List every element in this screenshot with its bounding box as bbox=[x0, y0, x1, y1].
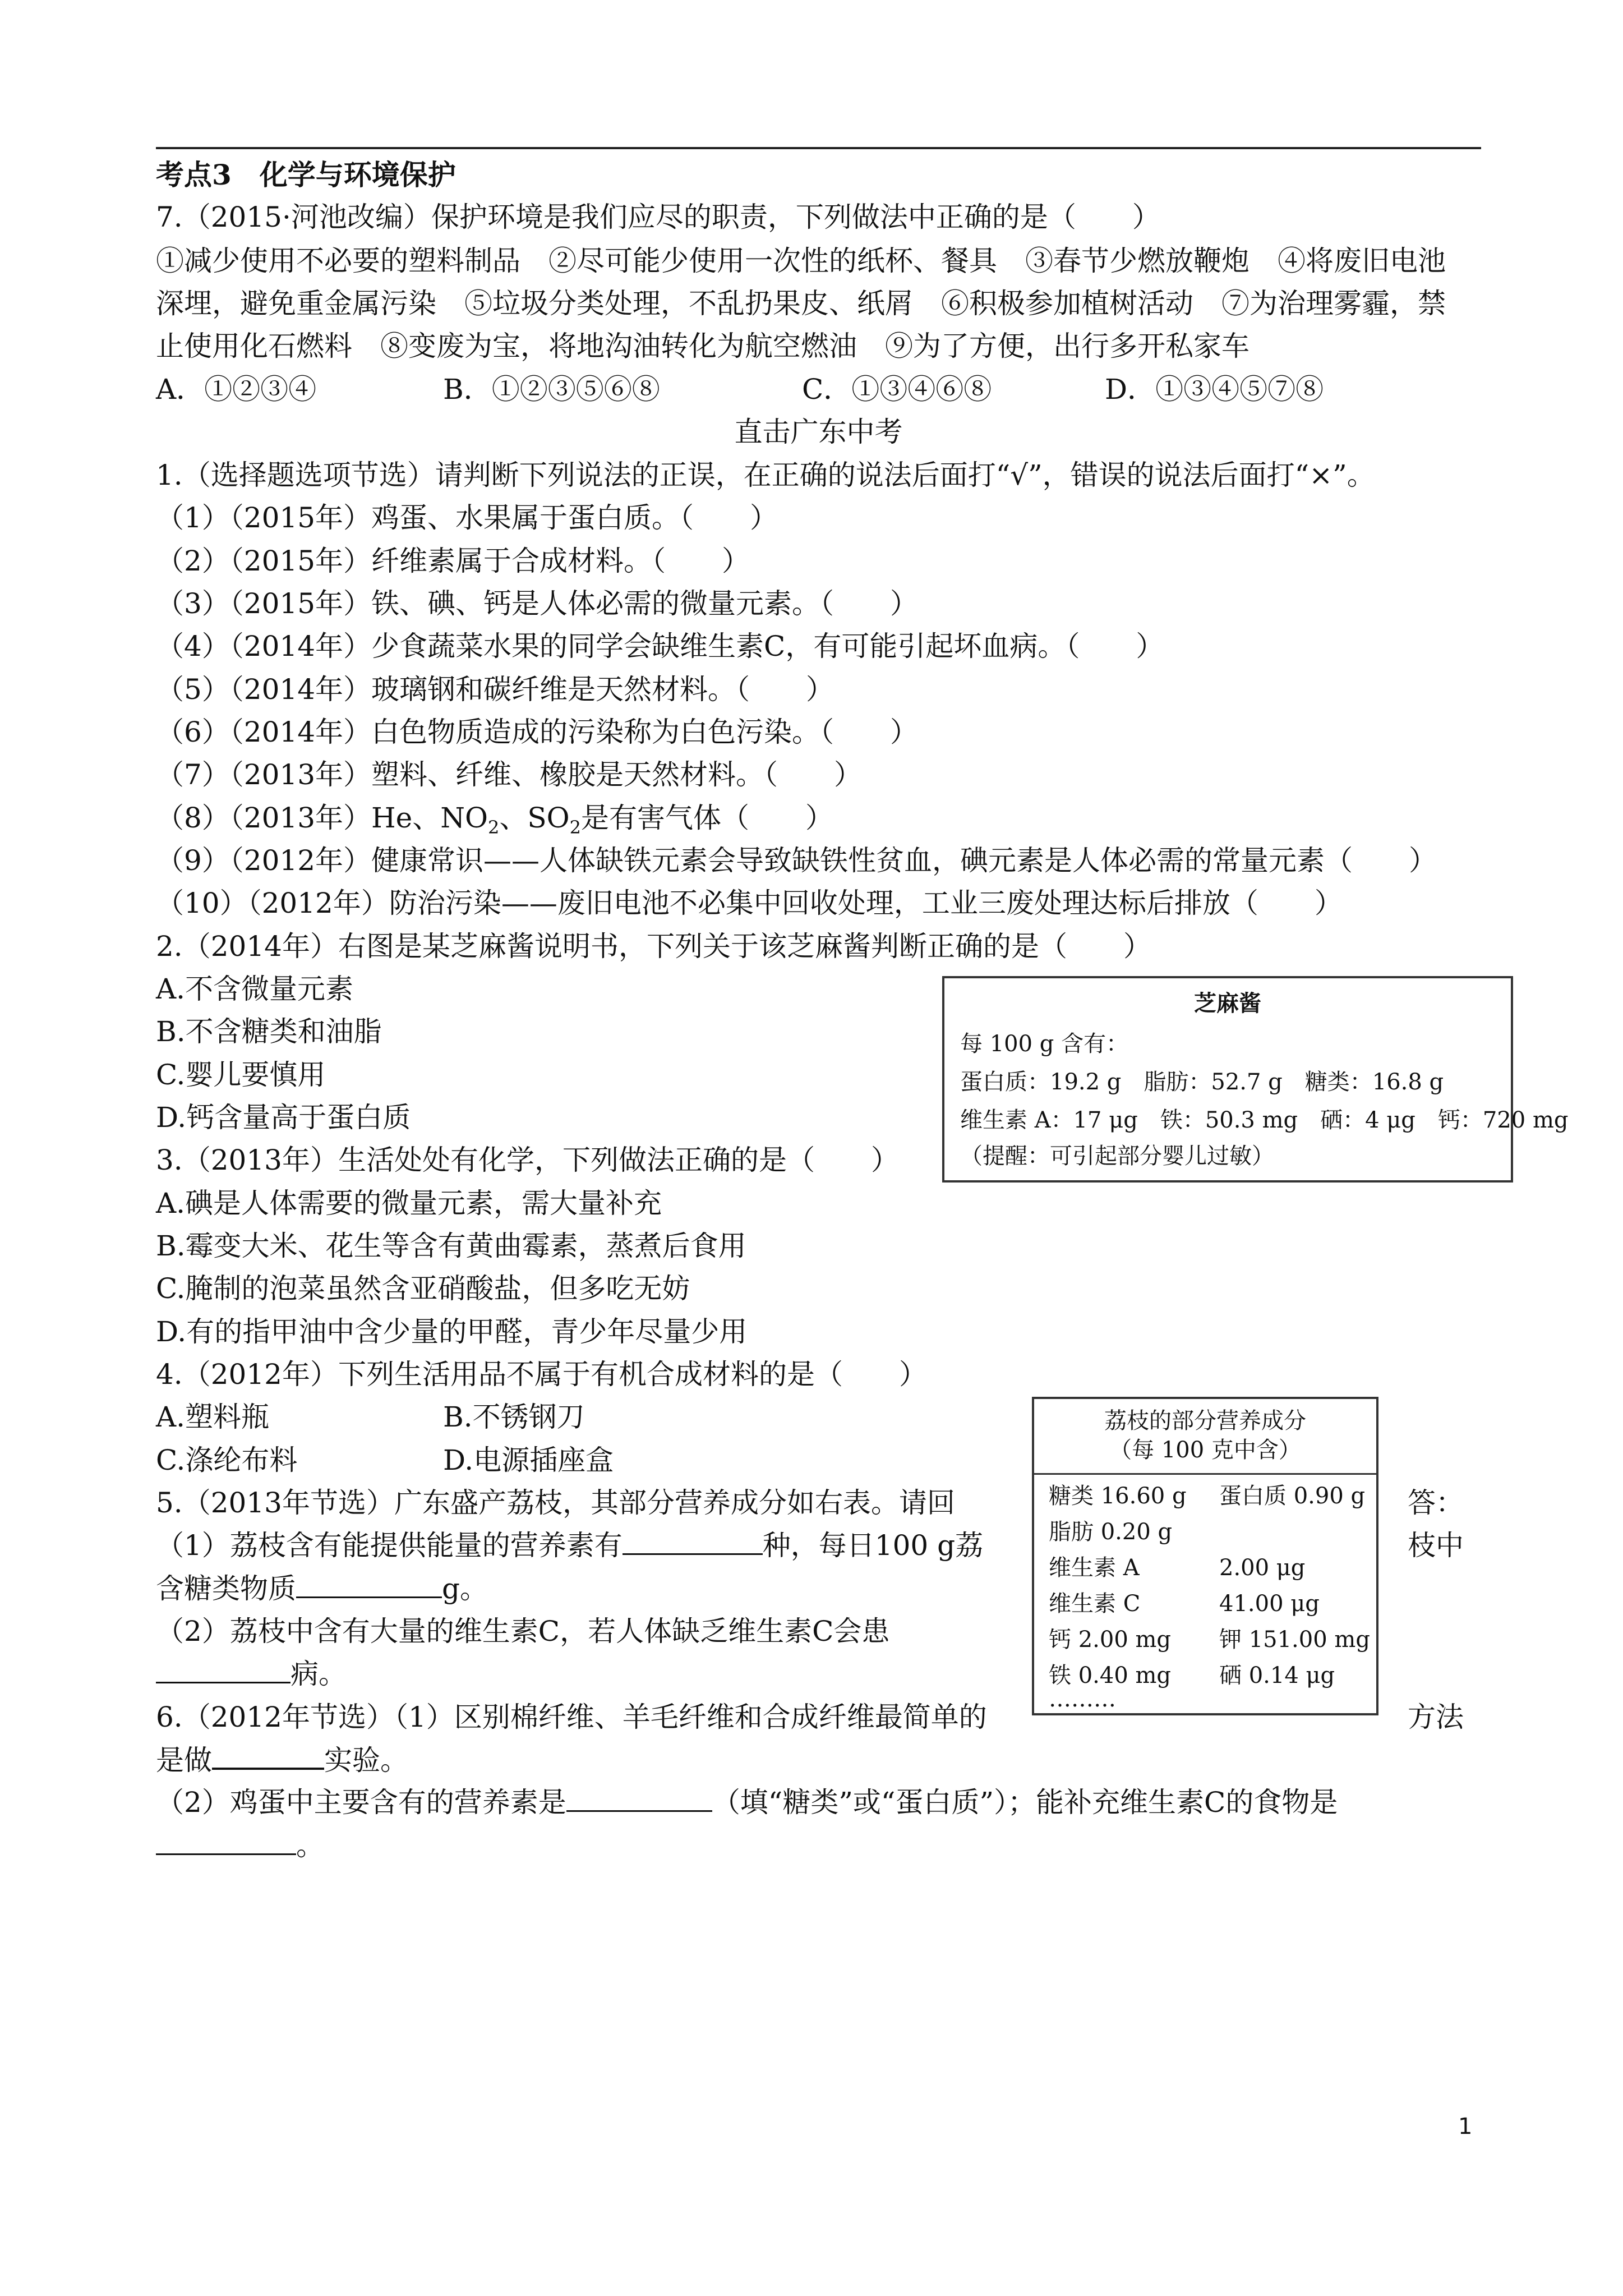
q5-blank-nutrient-count[interactable] bbox=[623, 1529, 763, 1555]
lychee-cell: 2.00 μg bbox=[1219, 1555, 1306, 1581]
lychee-cell: 维生素 A bbox=[1049, 1555, 1140, 1581]
q4-option-a: A.塑料瓶 bbox=[156, 1401, 270, 1433]
q5-part1-line1-end: 枝中 bbox=[1408, 1529, 1464, 1562]
q3-option-a: A.碘是人体需要的微量元素，需大量补充 bbox=[156, 1187, 662, 1220]
q7-line1: ①减少使用不必要的塑料制品 ②尽可能少使用一次性的纸杯、餐具 ③春节少燃放鞭炮 ④将废旧电池 bbox=[156, 245, 1446, 277]
sesame-label-row1: 蛋白质：19.2 g 脂肪：52.7 g 糖类：16.8 g bbox=[960, 1069, 1444, 1095]
q5-blank-sugar-mass[interactable] bbox=[296, 1572, 442, 1598]
q6-blank-vitamin-food[interactable] bbox=[156, 1829, 296, 1855]
sesame-label-per: 每 100 g 含有： bbox=[960, 1031, 1129, 1057]
q4-option-d: D.电源插座盒 bbox=[443, 1444, 614, 1476]
q5-part2-line1: （2）荔枝中含有大量的维生素C，若人体缺乏维生素C会患 bbox=[156, 1615, 890, 1648]
q1-item-2: （2）（2015年）纤维素属于合成材料。（ ） bbox=[156, 545, 750, 577]
q2-option-c: C.婴儿要慎用 bbox=[156, 1059, 326, 1091]
lychee-table-subtitle: （每 100 克中含） bbox=[1109, 1437, 1301, 1463]
q6-blank-experiment[interactable] bbox=[212, 1743, 324, 1770]
lychee-table-title: 荔枝的部分营养成分 bbox=[1104, 1408, 1306, 1434]
q3-option-d: D.有的指甲油中含少量的甲醛，青少年尽量少用 bbox=[156, 1315, 748, 1348]
lychee-cell: 钙 2.00 mg bbox=[1049, 1627, 1172, 1653]
q1-item-9: （9）（2012年）健康常识——人体缺铁元素会导致缺铁性贫血，碘元素是人体必需的常量元素（ ） bbox=[156, 844, 1437, 877]
q7-stem: 7.（2015·河池改编）保护环境是我们应尽的职责，下列做法中正确的是（ ） bbox=[156, 201, 1160, 233]
lychee-cell: 41.00 μg bbox=[1219, 1591, 1320, 1617]
q1-item-10: （10）（2012年）防治污染——废旧电池不必集中回收处理，工业三废处理达标后排放（ ） bbox=[156, 887, 1343, 919]
q7-option-b: B．①②③⑤⑥⑧ bbox=[443, 373, 660, 406]
q4-stem: 4.（2012年）下列生活用品不属于有机合成材料的是（ ） bbox=[156, 1358, 927, 1391]
q7-option-a: A．①②③④ bbox=[156, 373, 317, 406]
lychee-cell: 硒 0.14 μg bbox=[1219, 1663, 1335, 1688]
lychee-table-divider bbox=[1034, 1473, 1376, 1475]
q3-option-b: B.霉变大米、花生等含有黄曲霉素，蒸煮后食用 bbox=[156, 1230, 746, 1262]
q6-line1-end: 方法 bbox=[1408, 1701, 1464, 1733]
q5-part1-line1: （1）荔枝含有能提供能量的营养素有 种，每日100 g荔 bbox=[156, 1529, 984, 1562]
q2-option-a: A.不含微量元素 bbox=[156, 973, 354, 1005]
sesame-paste-label bbox=[942, 976, 1569, 1182]
q5-stem: 5.（2013年节选）广东盛产荔枝，其部分营养成分如右表。请回 bbox=[156, 1487, 955, 1519]
q1-item-6: （6）（2014年）白色物质造成的污染称为白色污染。（ ） bbox=[156, 716, 919, 748]
q7-option-c: C．①③④⑥⑧ bbox=[802, 373, 992, 406]
q1-item-1: （1）（2015年）鸡蛋、水果属于蛋白质。（ ） bbox=[156, 501, 778, 534]
q7-line2: 深埋，避免重金属污染 ⑤垃圾分类处理，不乱扔果皮、纸屑 ⑥积极参加植树活动 ⑦为治理雾霾，禁 bbox=[156, 287, 1446, 320]
section-heading-guangdong: 直击广东中考 bbox=[734, 416, 903, 448]
lychee-cell: 钾 151.00 mg bbox=[1219, 1627, 1370, 1653]
q1-item-4: （4）（2014年）少食蔬菜水果的同学会缺维生素C，有可能引起坏血病。（ ） bbox=[156, 630, 1164, 662]
q5-part2-line2: 病。 bbox=[156, 1657, 347, 1691]
q5-stem-end: 答： bbox=[1408, 1487, 1464, 1519]
q6-line2: 是做 实验。 bbox=[156, 1744, 408, 1777]
q6-line4: 。 bbox=[156, 1829, 324, 1862]
page-number: 1 bbox=[1458, 2114, 1473, 2139]
q2-option-d: D.钙含量高于蛋白质 bbox=[156, 1101, 411, 1134]
top-rule bbox=[156, 147, 1481, 149]
sesame-label-title: 芝麻酱 bbox=[1194, 990, 1261, 1016]
sesame-label-row2: 维生素 A：17 μg 铁：50.3 mg 硒：4 μg 钙：720 mg bbox=[960, 1107, 1569, 1133]
q2-stem: 2.（2014年）右图是某芝麻酱说明书，下列关于该芝麻酱判断正确的是（ ） bbox=[156, 930, 1151, 963]
lychee-cell: 维生素 C bbox=[1049, 1591, 1141, 1617]
lychee-cell: 蛋白质 0.90 g bbox=[1219, 1483, 1366, 1509]
lychee-cell: ……… bbox=[1049, 1686, 1116, 1712]
sesame-label-note: （提醒：可引起部分婴儿过敏） bbox=[960, 1143, 1274, 1169]
q1-item-8: （8）（2013年）He、$NO_2$、$SO_2$是有害气体（ ） bbox=[156, 802, 833, 838]
q1-item-3: （3）（2015年）铁、碘、钙是人体必需的微量元素。（ ） bbox=[156, 587, 919, 620]
q4-option-b: B.不锈钢刀 bbox=[443, 1401, 585, 1433]
lychee-cell: 铁 0.40 mg bbox=[1049, 1663, 1172, 1688]
q6-line3: （2）鸡蛋中主要含有的营养素是 （填“糖类”或“蛋白质”）；能补充维生素C的食物是 bbox=[156, 1786, 1338, 1819]
q2-option-b: B.不含糖类和油脂 bbox=[156, 1015, 382, 1048]
q6-blank-nutrient[interactable] bbox=[566, 1786, 712, 1812]
q5-part1-line2: 含糖类物质 g。 bbox=[156, 1572, 488, 1605]
q6-line1: 6.（2012年节选）（1）区别棉纤维、羊毛纤维和合成纤维最简单的 bbox=[156, 1701, 987, 1733]
q1-item-7: （7）（2013年）塑料、纤维、橡胶是天然材料。（ ） bbox=[156, 758, 863, 791]
q3-stem: 3.（2013年）生活处处有化学，下列做法正确的是（ ） bbox=[156, 1144, 899, 1176]
q1-item-5: （5）（2014年）玻璃钢和碳纤维是天然材料。（ ） bbox=[156, 673, 834, 706]
q7-line3: 止使用化石燃料 ⑧变废为宝，将地沟油转化为航空燃油 ⑨为了方便，出行多开私家车 bbox=[156, 330, 1249, 362]
q4-option-c: C.涤纶布料 bbox=[156, 1444, 298, 1476]
lychee-cell: 脂肪 0.20 g bbox=[1049, 1519, 1173, 1545]
q7-option-d: D．①③④⑤⑦⑧ bbox=[1105, 373, 1324, 406]
q1-stem: 1.（选择题选项节选）请判断下列说法的正误，在正确的说法后面打“√”，错误的说法后面打“×”。 bbox=[156, 459, 1375, 491]
lychee-cell: 糖类 16.60 g bbox=[1049, 1483, 1187, 1509]
q3-option-c: C.腌制的泡菜虽然含亚硝酸盐，但多吃无妨 bbox=[156, 1272, 690, 1305]
section-title: 考点3 化学与环境保护 bbox=[156, 158, 456, 191]
lychee-nutrition-table bbox=[1032, 1397, 1378, 1715]
q5-blank-disease[interactable] bbox=[156, 1657, 291, 1683]
